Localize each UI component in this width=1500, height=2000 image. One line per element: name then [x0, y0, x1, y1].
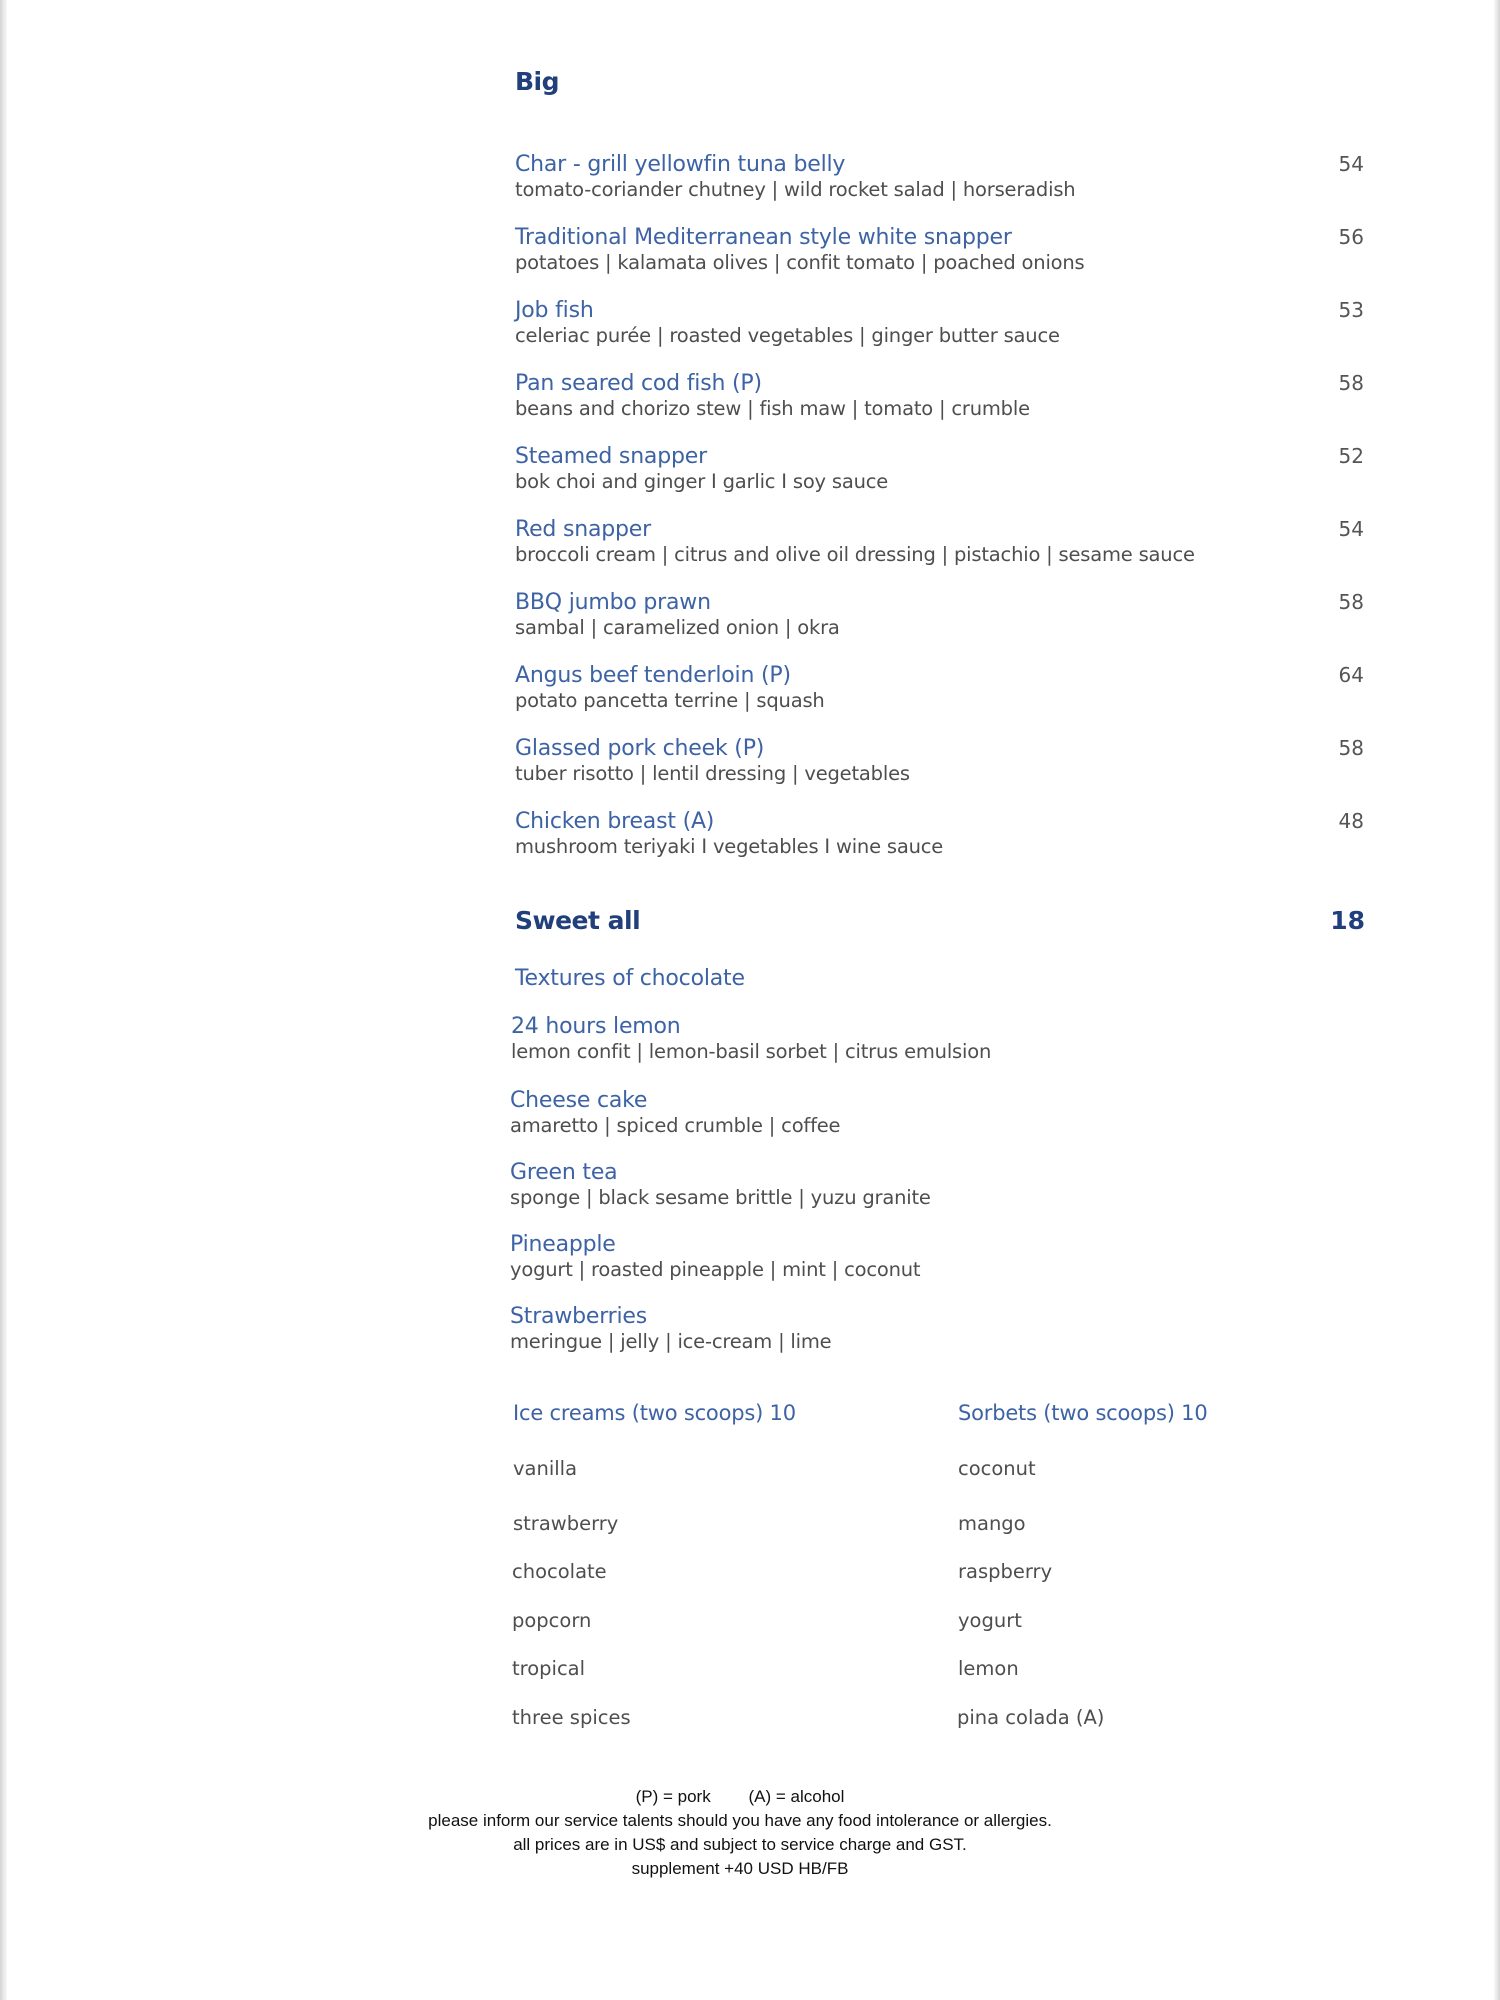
ice-creams-heading: Ice creams (two scoops) 10	[513, 1401, 796, 1425]
item-description: potato pancetta terrine | squash	[515, 689, 825, 712]
item-description: mushroom teriyaki I vegetables I wine sauce	[515, 835, 944, 858]
item-name: Red snapper	[515, 517, 651, 542]
item-price: 58	[1338, 590, 1364, 614]
item-description: meringue | jelly | ice-cream | lime	[510, 1330, 832, 1353]
item-description: bok choi and ginger I garlic I soy sauce	[515, 470, 889, 493]
ice-cream-flavor: three spices	[512, 1706, 631, 1729]
footer-legend: (P) = pork (A) = alcohol	[635, 1787, 845, 1806]
sorbet-flavor: coconut	[958, 1457, 1036, 1480]
item-name: Job fish	[515, 298, 594, 323]
sorbet-flavor: mango	[958, 1512, 1026, 1535]
item-description: sponge | black sesame brittle | yuzu granite	[510, 1186, 931, 1209]
item-name: BBQ jumbo prawn	[515, 590, 711, 615]
sorbet-flavor: lemon	[958, 1657, 1019, 1680]
item-description: lemon confit | lemon-basil sorbet | citrus emulsion	[511, 1040, 992, 1063]
item-description: beans and chorizo stew | fish maw | tomato | crumble	[515, 397, 1030, 420]
item-price: 64	[1338, 663, 1364, 687]
ice-cream-flavor: vanilla	[513, 1457, 578, 1480]
item-price: 56	[1338, 225, 1364, 249]
ice-cream-flavor: popcorn	[512, 1609, 592, 1632]
item-price: 58	[1338, 736, 1364, 760]
item-description: amaretto | spiced crumble | coffee	[510, 1114, 841, 1137]
item-price: 52	[1338, 444, 1364, 468]
footer-notes	[0, 1785, 1490, 1881]
item-description: broccoli cream | citrus and olive oil dressing | pistachio | sesame sauce	[515, 543, 1195, 566]
item-name: 24 hours lemon	[511, 1014, 681, 1039]
item-name: Traditional Mediterranean style white snapper	[515, 225, 1012, 250]
item-name: Angus beef tenderloin (P)	[515, 663, 791, 688]
item-name: Pineapple	[510, 1232, 616, 1257]
item-description: tomato-coriander chutney | wild rocket salad | horseradish	[515, 178, 1076, 201]
item-description: yogurt | roasted pineapple | mint | coconut	[510, 1258, 921, 1281]
page-edge-right	[1494, 0, 1500, 2000]
item-price: 53	[1338, 298, 1364, 322]
item-name: Char - grill yellowfin tuna belly	[515, 152, 846, 177]
section-title-big: Big	[515, 67, 560, 96]
item-price: 58	[1338, 371, 1364, 395]
item-name: Green tea	[510, 1160, 618, 1185]
sorbet-flavor: yogurt	[958, 1609, 1022, 1632]
sorbet-flavor: raspberry	[958, 1560, 1053, 1583]
section-title-sweet: Sweet all	[515, 906, 641, 935]
footer-allergy-note: please inform our service talents should you have any food intolerance or allergies.	[428, 1811, 1052, 1830]
item-description: sambal | caramelized onion | okra	[515, 616, 840, 639]
sorbet-flavor: pina colada (A)	[957, 1706, 1105, 1729]
item-description: tuber risotto | lentil dressing | vegetables	[515, 762, 910, 785]
ice-cream-flavor: tropical	[512, 1657, 586, 1680]
item-name: Steamed snapper	[515, 444, 707, 469]
section-price-sweet: 18	[1330, 906, 1365, 935]
dessert-textures-of-chocolate: Textures of chocolate	[515, 966, 745, 991]
item-price: 48	[1338, 809, 1364, 833]
item-name: Glassed pork cheek (P)	[515, 736, 765, 761]
ice-cream-flavor: chocolate	[512, 1560, 607, 1583]
sorbets-heading: Sorbets (two scoops) 10	[958, 1401, 1208, 1425]
item-price: 54	[1338, 152, 1364, 176]
item-price: 54	[1338, 517, 1364, 541]
item-description: potatoes | kalamata olives | confit tomato | poached onions	[515, 251, 1085, 274]
footer-supplement-note: supplement +40 USD HB/FB	[631, 1859, 849, 1878]
item-name: Pan seared cod fish (P)	[515, 371, 762, 396]
item-name: Strawberries	[510, 1304, 648, 1329]
item-name: Cheese cake	[510, 1088, 648, 1113]
item-name: Chicken breast (A)	[515, 809, 715, 834]
page-edge-left	[0, 0, 7, 2000]
footer-prices-note: all prices are in US$ and subject to service charge and GST.	[513, 1835, 967, 1854]
item-description: celeriac purée | roasted vegetables | ginger butter sauce	[515, 324, 1060, 347]
ice-cream-flavor: strawberry	[513, 1512, 619, 1535]
